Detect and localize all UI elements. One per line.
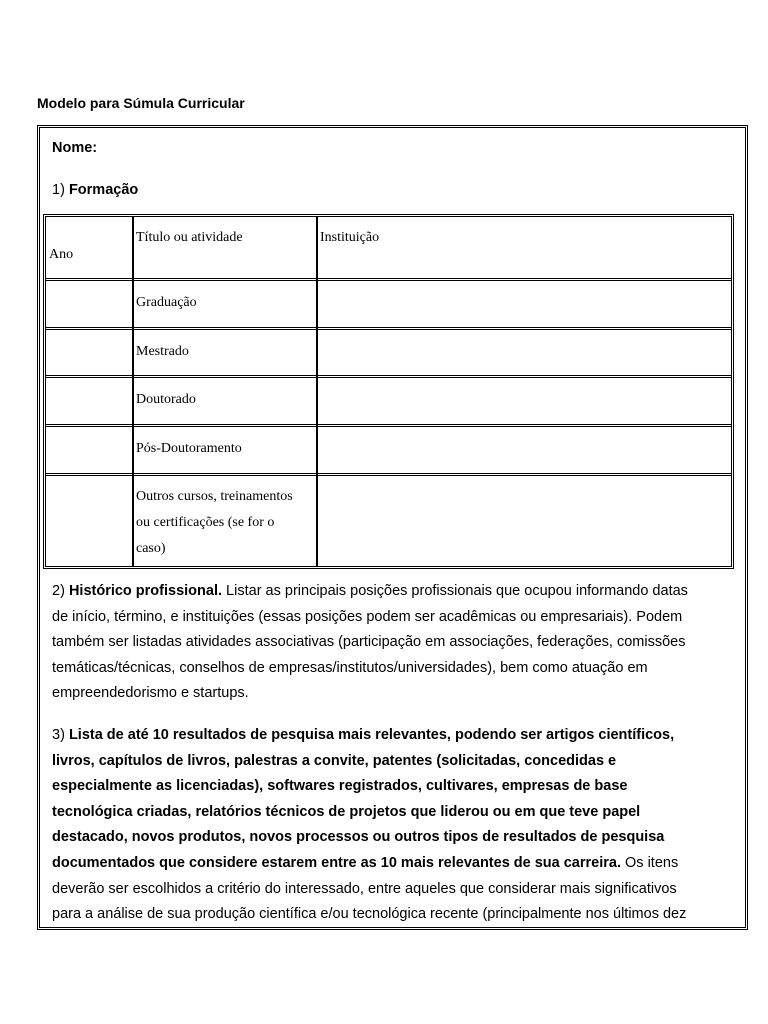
section3-number: 3) <box>52 727 65 743</box>
section2-line: empreendedorismo e startups. <box>52 685 249 702</box>
section1-heading <box>52 182 138 198</box>
section3-line: para a análise de sua produção científica e/ou tecnológica recente (principalmente nos últimos dez <box>52 906 687 923</box>
form-container <box>37 125 748 930</box>
section3-line: destacado, novos produtos, novos processos ou outros tipos de resultados de pesquisa <box>52 829 665 846</box>
row-titulo-outros-line2: ou certificações (se for o <box>136 515 275 530</box>
section3-text: Os itens <box>621 854 679 871</box>
section3-paragraph <box>52 723 742 928</box>
row-titulo-mestrado: Mestrado <box>136 344 189 359</box>
row-titulo-outros-line1: Outros cursos, treinamentos <box>136 489 293 504</box>
header-ano: Ano <box>49 247 74 262</box>
row-divider <box>46 375 731 378</box>
row-titulo-pos-doutoramento: Pós-Doutoramento <box>136 441 242 456</box>
section3-line: especialmente as licenciadas), softwares registrados, cultivares, empresas de base <box>52 778 628 795</box>
section3-bold-text: documentados que considere estarem entre as 10 mais relevantes de sua carreira. <box>52 854 621 871</box>
header-titulo: Título ou atividade <box>136 230 243 245</box>
row-divider <box>46 327 731 330</box>
section3-line: deverão ser escolhidos a critério do interessado, entre aqueles que considerar mais significativos <box>52 880 677 897</box>
column-divider <box>132 217 134 566</box>
section2-line: também ser listadas atividades associativas (participação em associações, federações, comissões <box>52 634 686 651</box>
section2-number: 2) <box>52 583 65 599</box>
section2-title: Histórico profissional. <box>68 583 223 599</box>
row-divider <box>46 278 731 281</box>
formacao-table <box>43 214 734 569</box>
section2-line: temáticas/técnicas, conselhos de empresas/institutos/universidades), bem como atuação em <box>52 659 648 676</box>
section2-text: Listar as principais posições profissionais que ocupou informando datas <box>222 583 688 599</box>
header-instituicao: Instituição <box>320 230 380 245</box>
row-titulo-outros-line3: caso) <box>136 541 166 556</box>
section1-title: Formação <box>68 182 139 198</box>
section3-line: tecnológica criadas, relatórios técnicos de projetos que liderou ou em que teve papel <box>52 803 641 820</box>
section3-line <box>52 723 742 749</box>
nome-label: Nome: <box>52 140 98 156</box>
section2-line: de início, término, e instituições (essas posições podem ser acadêmicas ou empresariais). Podem <box>52 608 683 625</box>
section1-number: 1) <box>52 182 65 198</box>
section2-line <box>52 579 742 605</box>
section2-paragraph <box>52 579 742 707</box>
row-divider <box>46 424 731 427</box>
section3-line: livros, capítulos de livros, palestras a convite, patentes (solicitadas, concedidas e <box>52 752 617 769</box>
section3-line <box>52 851 742 877</box>
row-titulo-doutorado: Doutorado <box>136 392 196 407</box>
section3-bold-text: Lista de até 10 resultados de pesquisa mais relevantes, podendo ser artigos científicos, <box>68 727 675 743</box>
row-titulo-graduacao: Graduação <box>136 295 197 310</box>
row-divider <box>46 473 731 476</box>
document-title: Modelo para Súmula Curricular <box>37 95 245 111</box>
column-divider <box>316 217 318 566</box>
